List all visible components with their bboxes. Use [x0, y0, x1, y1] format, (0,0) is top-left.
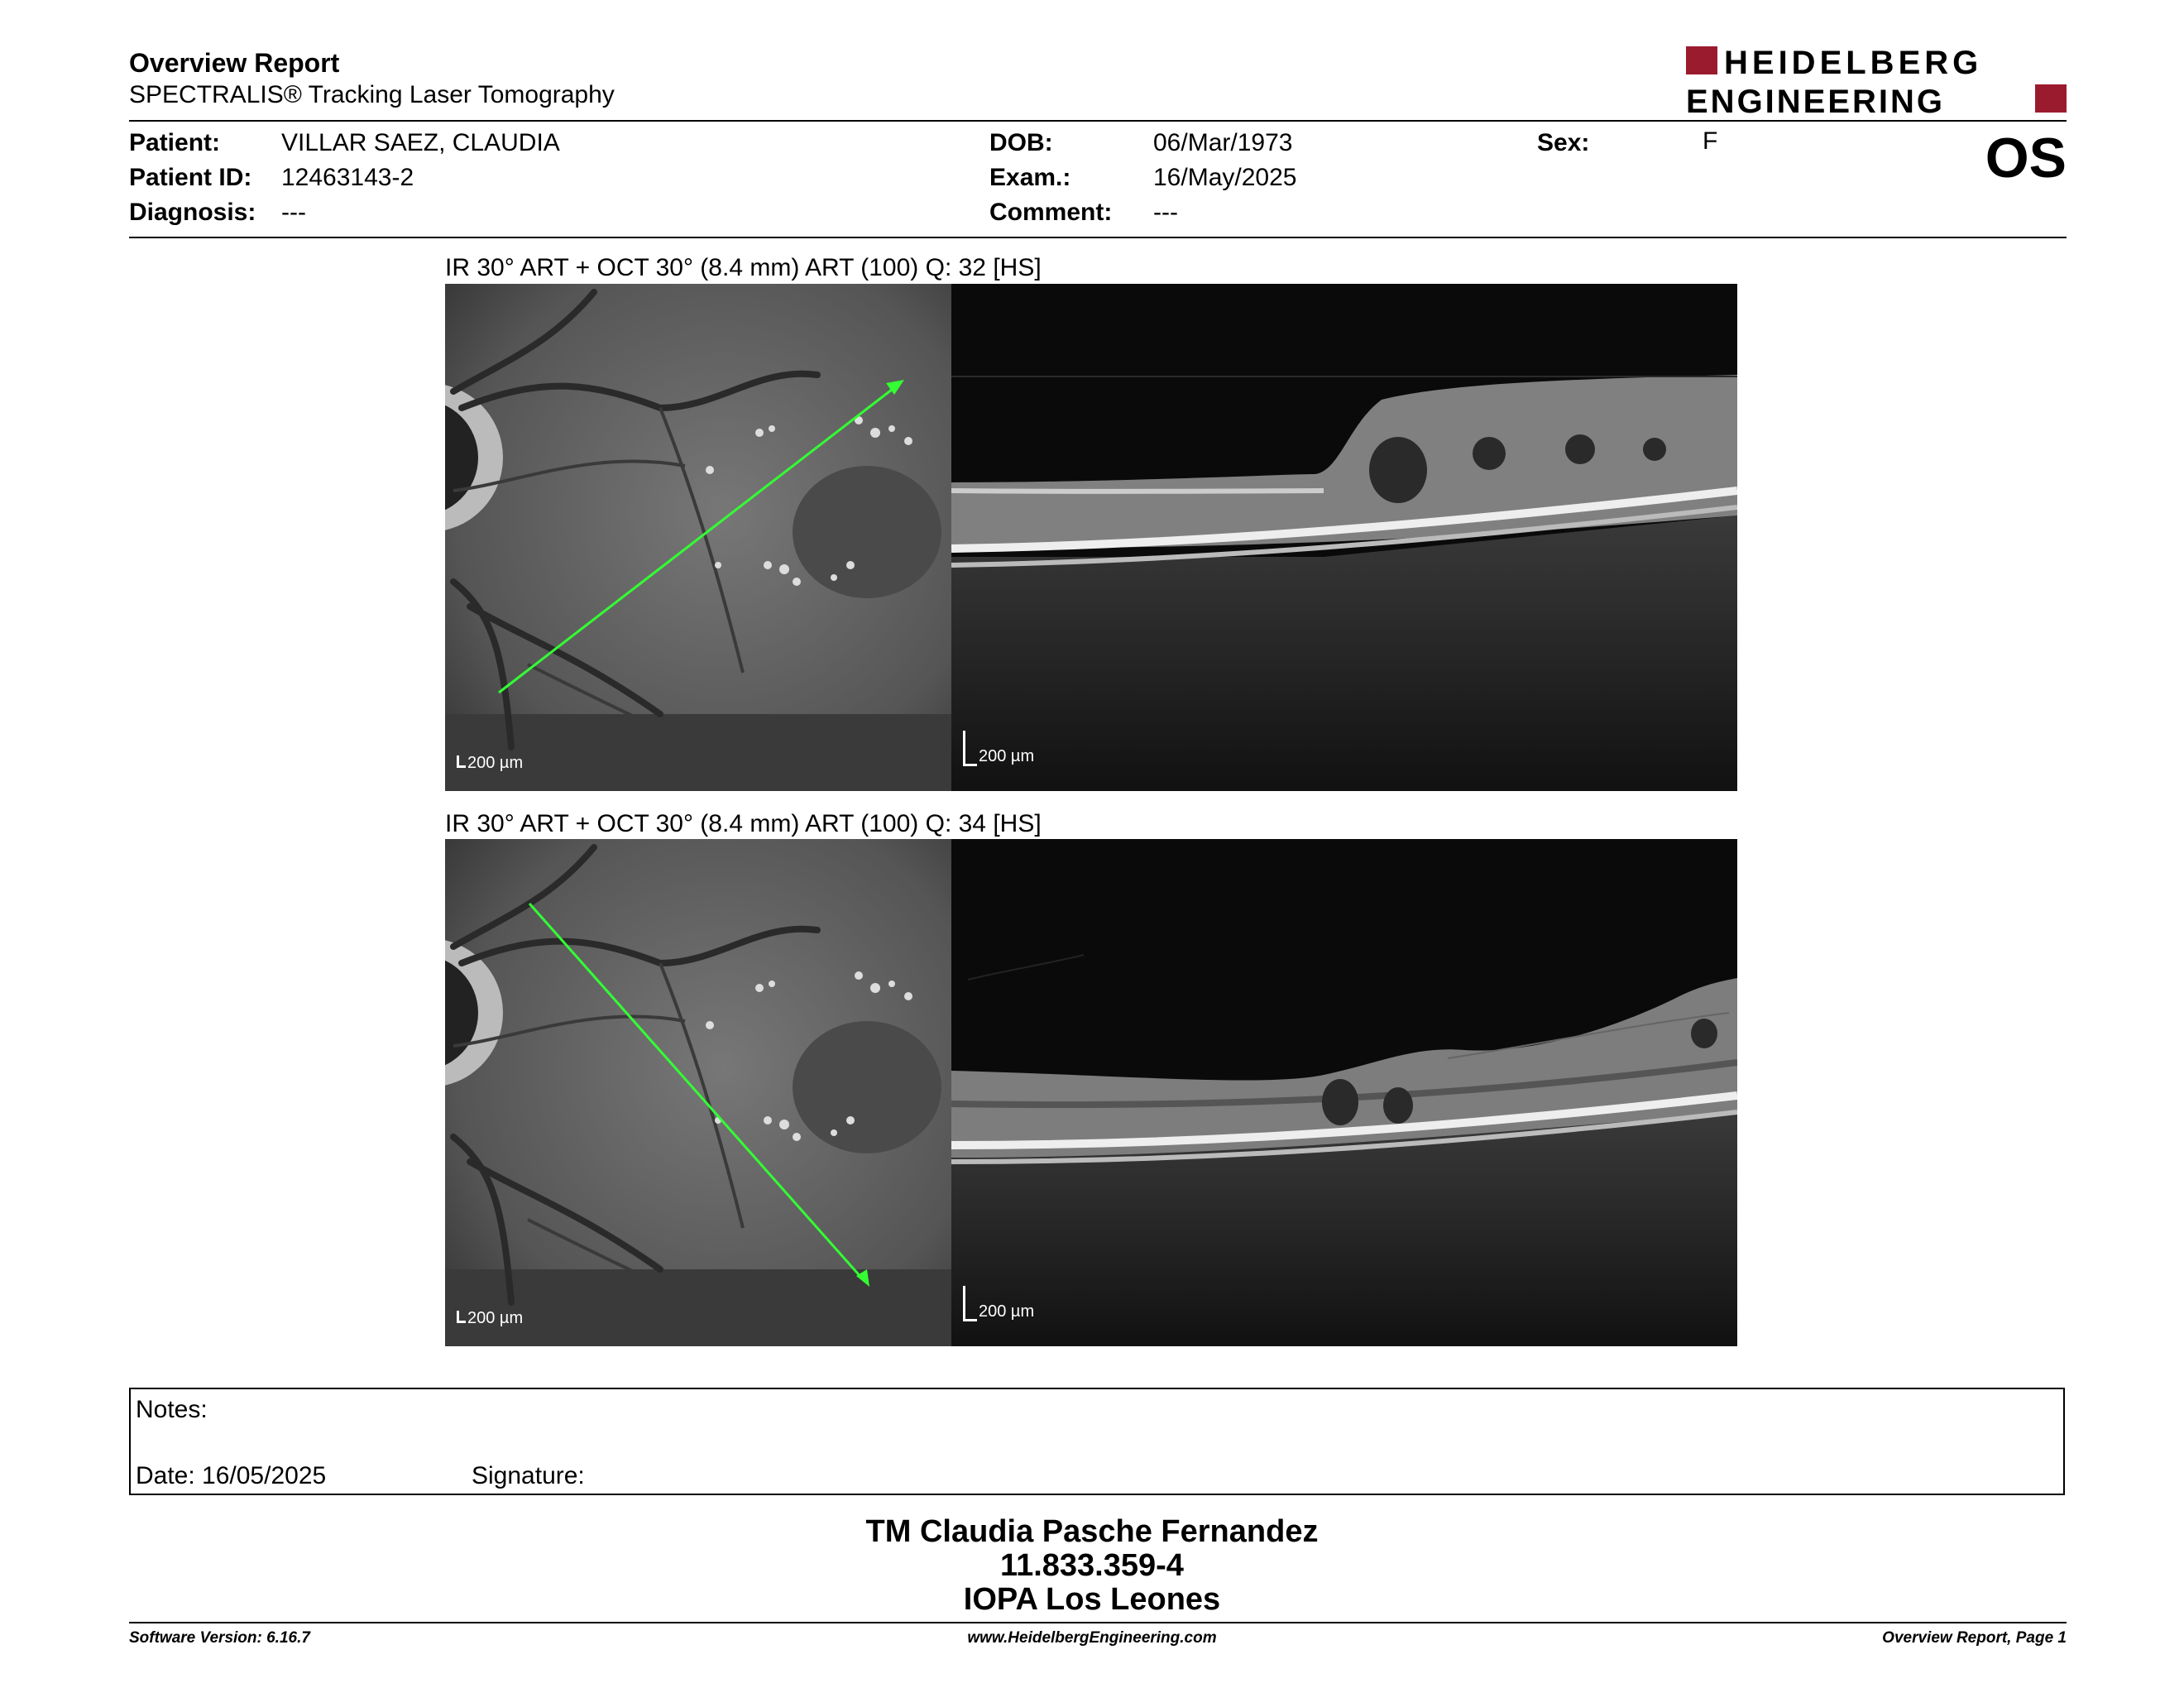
stamp-name: TM Claudia Pasche Fernandez: [865, 1514, 1319, 1549]
software-version: Software Version: 6.16.7: [129, 1629, 310, 1647]
report-subtitle: SPECTRALIS® Tracking Laser Tomography: [129, 81, 615, 108]
logo-text-top: HEIDELBERG: [1724, 45, 1983, 81]
oct-scale-bar-2: [963, 1286, 1034, 1321]
notes-label: Notes:: [136, 1396, 208, 1423]
scan-caption-1: IR 30° ART + OCT 30° (8.4 mm) ART (100) Q: 32 [HS]: [445, 254, 1042, 281]
patient-id-label: Patient ID:: [129, 164, 252, 191]
comment-value: ---: [1153, 199, 1178, 226]
oct-scale-bar-1: [963, 731, 1034, 766]
website-link[interactable]: www.HeidelbergEngineering.com: [967, 1629, 1217, 1647]
logo-square-top: [1686, 46, 1717, 74]
patient-name: VILLAR SAEZ, CLAUDIA: [281, 129, 560, 156]
signature-label: Signature:: [472, 1462, 585, 1489]
notes-date: Date: 16/05/2025: [136, 1462, 327, 1489]
patient-divider: [129, 237, 2067, 238]
notes-box[interactable]: [129, 1388, 2065, 1495]
exam-label: Exam.:: [989, 164, 1071, 191]
eye-laterality: OS: [1985, 127, 2067, 189]
exam-value: 16/May/2025: [1153, 164, 1297, 191]
header-divider: [129, 120, 2067, 122]
footer-divider: [129, 1622, 2067, 1623]
scan-caption-2: IR 30° ART + OCT 30° (8.4 mm) ART (100) Q: 34 [HS]: [445, 810, 1042, 837]
diagnosis-value: ---: [281, 199, 306, 226]
logo-text-bottom: ENGINEERING: [1686, 84, 1946, 116]
fundus-image-1: [445, 284, 951, 791]
oct-image-1: [951, 284, 1737, 791]
oct-image-2: [951, 839, 1737, 1346]
page-number: Overview Report, Page 1: [1882, 1629, 2067, 1647]
dob-label: DOB:: [989, 129, 1053, 156]
stamp-institution: IOPA Los Leones: [963, 1582, 1221, 1617]
dob-value: 06/Mar/1973: [1153, 129, 1293, 156]
diagnosis-label: Diagnosis:: [129, 199, 256, 226]
patient-id: 12463143-2: [281, 164, 414, 191]
heidelberg-logo: [1686, 45, 2067, 116]
comment-label: Comment:: [989, 199, 1113, 226]
fundus-scale-bar-2: [457, 1309, 523, 1328]
oct-scale-label-1: 200 µm: [979, 747, 1035, 765]
fundus-scale-label-2: 200 µm: [467, 1309, 524, 1327]
sex-value: F: [1703, 127, 1718, 155]
oct-scale-label-2: 200 µm: [979, 1302, 1035, 1321]
logo-square-bottom: [2035, 84, 2067, 113]
stamp-id: 11.833.359-4: [1000, 1548, 1184, 1583]
sex-label: Sex:: [1537, 129, 1590, 156]
fundus-scale-label-1: 200 µm: [467, 754, 524, 772]
patient-label: Patient:: [129, 129, 221, 156]
report-title: Overview Report: [129, 48, 340, 78]
fundus-image-2: [445, 839, 951, 1346]
fundus-scale-bar-1: [457, 754, 523, 773]
